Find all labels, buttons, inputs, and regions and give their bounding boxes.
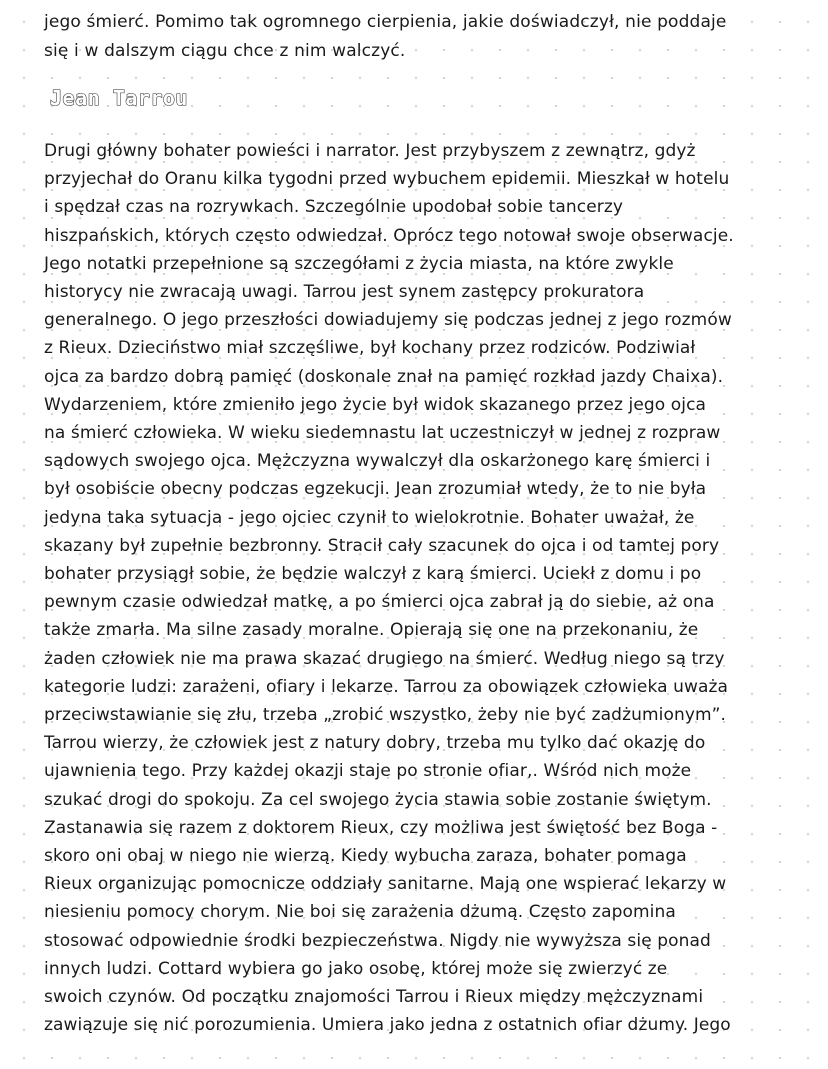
text-line: bohater przysiągł sobie, że będzie walczył z karą śmierci. Uciekł z domu i po xyxy=(44,564,702,585)
text-line: Wydarzeniem, które zmieniło jego życie był widok skazanego przez jego ojca xyxy=(44,394,707,415)
text-line: historycy nie zwracają uwagi. Tarrou jest synem zastępcy prokuratora xyxy=(44,282,645,303)
text-line: hiszpańskich, których często odwiedzał. Oprócz tego notował swoje obserwacje. xyxy=(44,225,734,246)
text-line: jego śmierć. Pomimo tak ogromnego cierpienia, jakie doświadczył, nie poddaje xyxy=(44,12,727,32)
text-line: sądowych swojego ojca. Mężczyzna wywalczył dla oskarżonego karę śmierci i xyxy=(44,451,711,472)
text-line: skazany był zupełnie bezbronny. Stracił cały szacunek do ojca i od tamtej pory xyxy=(44,535,720,556)
text-line: Drugi główny bohater powieści i narrator. Jest przybyszem z zewnątrz, gdyż xyxy=(44,141,696,161)
text-line: generalnego. O jego przeszłości dowiadujemy się podczas jednej z jego rozmów xyxy=(44,310,732,331)
text-line: na śmierć człowieka. W wieku siedemnastu lat uczestniczył w jednej z rozpraw xyxy=(44,423,721,444)
text-line: Rieux organizując pomocnicze oddziały sanitarne. Mają one wspierać lekarzy w xyxy=(44,874,727,895)
text-line: Zastanawia się razem z doktorem Rieux, czy możliwa jest świętość bez Boga - xyxy=(44,817,718,838)
text-line: ujawnienia tego. Przy każdej okazji staje po stronie ofiar,. Wśród nich może xyxy=(44,761,692,782)
text-line: skoro oni obaj w niego nie wierzą. Kiedy wybucha zaraza, bohater pomaga xyxy=(44,846,687,867)
text-line: pewnym czasie odwiedzał matkę, a po śmierci ojca zabrał ją do siebie, aż ona xyxy=(44,592,715,613)
text-line: przeciwstawianie się złu, trzeba „zrobić wszystko, żeby nie być zadżumionym”. xyxy=(44,705,727,726)
text-line: swoich czynów. Od początku znajomości Tarrou i Rieux między mężczyznami xyxy=(44,987,704,1008)
text-line: jedyna taka sytuacja - jego ojciec czynił to wielokrotnie. Bohater uważał, że xyxy=(44,507,695,528)
section-heading: Jean Tarrou xyxy=(50,86,188,110)
text-line: się i w dalszym ciągu chce z nim walczyć. xyxy=(44,40,406,61)
text-line: i spędzał czas na rozrywkach. Szczególnie upodobał sobie tancerzy xyxy=(44,197,624,218)
text-line: był osobiście obecny podczas egzekucji. Jean zrozumiał wtedy, że to nie była xyxy=(44,479,707,500)
intro-paragraph xyxy=(44,8,804,65)
text-line: niesieniu pomocy chorym. Nie boi się zarażenia dżumą. Często zapomina xyxy=(44,902,676,923)
text-line: stosować odpowiednie środki bezpieczeństwa. Nigdy nie wywyższa się ponad xyxy=(44,930,711,951)
text-line: także zmarła. Ma silne zasady moralne. Opierają się one na przekonaniu, że xyxy=(44,620,699,641)
text-line: szukać drogi do spokoju. Za cel swojego życia stawia sobie zostanie świętym. xyxy=(44,789,712,810)
text-line: przyjechał do Oranu kilka tygodni przed wybuchem epidemii. Mieszkał w hotelu xyxy=(44,169,730,190)
text-line: Tarrou wierzy, że człowiek jest z natury dobry, trzeba mu tylko dać okazję do xyxy=(44,733,706,754)
text-line: ojca za bardzo dobrą pamięć (doskonale znał na pamięć rozkład jazdy Chaixa). xyxy=(44,366,724,387)
body-paragraph xyxy=(44,137,814,1040)
text-line: żaden człowiek nie ma prawa skazać drugiego na śmierć. Według niego są trzy xyxy=(44,648,725,669)
text-line: z Rieux. Dzieciństwo miał szczęśliwe, był kochany przez rodziców. Podziwiał xyxy=(44,338,696,359)
text-line: innych ludzi. Cottard wybiera go jako osobę, której może się zwierzyć ze xyxy=(44,958,668,979)
text-line: kategorie ludzi: zarażeni, ofiary i lekarze. Tarrou za obowiązek człowieka uważa xyxy=(44,676,729,697)
text-line: Jego notatki przepełnione są szczegółami z życia miasta, na które zwykle xyxy=(44,253,674,274)
text-line: zawiązuje się nić porozumienia. Umiera jako jedna z ostatnich ofiar dżumy. Jego xyxy=(44,1015,731,1036)
